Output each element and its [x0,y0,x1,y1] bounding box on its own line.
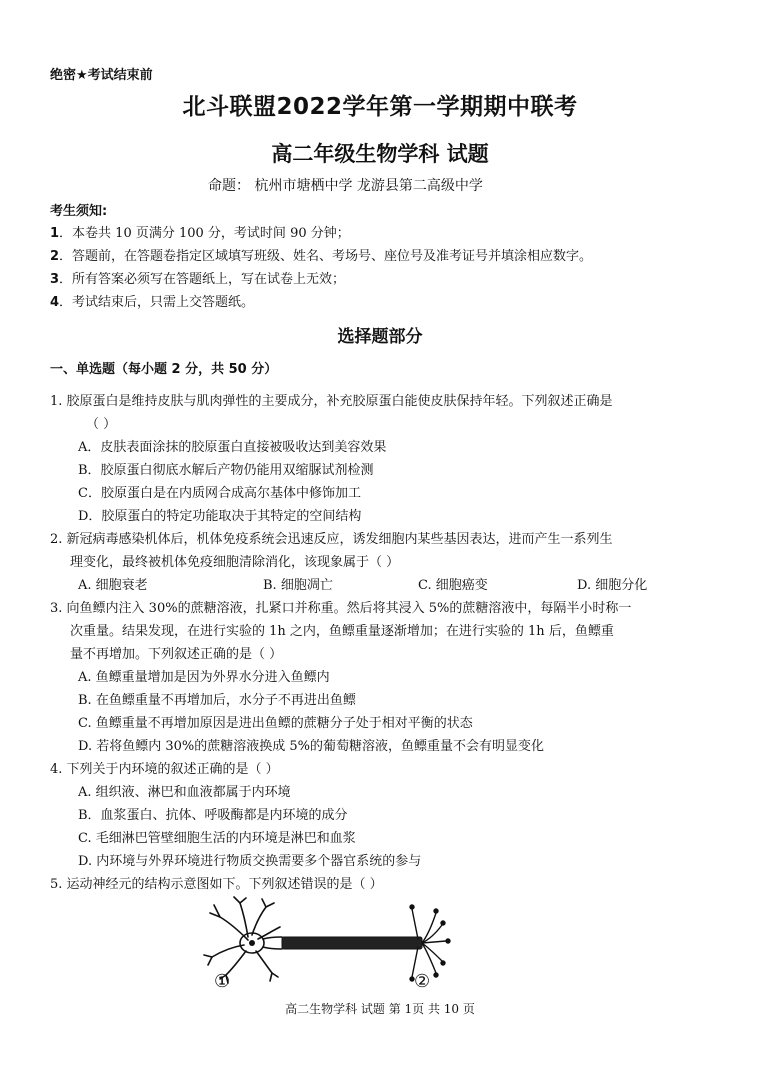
exam-subtitle: 高二年级生物学科 试题 [271,142,489,166]
question-1-option-b: B．胶原蛋白彻底水解后产物仍能用双缩脲试剂检测 [78,463,374,478]
question-2-stem-cont: 理变化，最终被机体免疫细胞清除消化，该现象属于（ ） [70,555,400,570]
part-title: 一、单选题（每小题 2 分，共 50 分） [50,362,278,377]
question-4-option-b: B．血浆蛋白、抗体、呼吸酶都是内环境的成分 [78,808,348,823]
question-3-option-d: D. 若将鱼鳔内 30%的蔗糖溶液换成 5%的葡萄糖溶液，鱼鳔重量不会有明显变化 [78,739,545,754]
question-1-stem: 1. 胶原蛋白是维持皮肤与肌肉弹性的主要成分，补充胶原蛋白能使皮肤保持年轻。下列叙述正确是 [50,394,613,409]
exam-authors: 命题： 杭州市塘栖中学 龙游县第二高级中学 [208,178,483,194]
question-1-option-a: A．皮肤表面涂抹的胶原蛋白直接被吸收达到美容效果 [78,440,387,455]
question-3-option-c: C. 鱼鳔重量不再增加原因是进出鱼鳔的蔗糖分子处于相对平衡的状态 [78,716,473,731]
question-2-option-b: B. 细胞凋亡 [263,578,333,593]
question-2-option-a: A. 细胞衰老 [78,578,148,593]
question-3-option-b: B. 在鱼鳔重量不再增加后，水分子不再进出鱼鳔 [78,693,356,708]
section-title: 选择题部分 [337,327,423,347]
question-3-stem-cont: 次重量。结果发现，在进行实验的 1h 之内，鱼鳔重量逐渐增加；在进行实验的 1h 后，鱼鳔重 [70,624,614,639]
question-1-option-d: D．胶原蛋白的特定功能取决于其特定的空间结构 [78,509,362,524]
label-1: ① [214,971,231,992]
notice-item: 3．所有答案必须写在答题纸上，写在试卷上无效； [50,272,346,287]
notice-heading: 考生须知: [50,204,108,219]
exam-title: 北斗联盟2022学年第一学期期中联考 [182,94,578,120]
question-3-option-a: A. 鱼鳔重量增加是因为外界水分进入鱼鳔内 [78,670,330,685]
notice-item: 4．考试结束后，只需上交答题纸。 [50,295,255,310]
notice-item: 2．答题前，在答题卷指定区域填写班级、姓名、考场号、座位号及准考证号并填涂相应数字。 [50,249,593,264]
neuron-diagram [200,895,460,999]
question-4-stem: 4. 下列关于内环境的叙述正确的是（ ） [50,762,279,777]
question-2-option-c: C. 细胞癌变 [418,578,488,593]
label-2: ② [414,971,431,992]
confidential-label: 绝密★考试结束前 [50,68,153,83]
question-1-stem-cont: （ ） [86,417,117,432]
question-3-stem-cont: 量不再增加。下列叙述正确的是（ ） [70,647,283,662]
question-4-option-c: C. 毛细淋巴管壁细胞生活的内环境是淋巴和血浆 [78,831,356,846]
question-1-option-c: C．胶原蛋白是在内质网合成高尔基体中修饰加工 [78,486,361,501]
question-3-stem: 3. 向鱼鳔内注入 30%的蔗糖溶液，扎紧口并称重。然后将其浸入 5%的蔗糖溶液中，每隔半小时称一 [50,601,632,616]
notice-item: 1．本卷共 10 页满分 100 分，考试时间 90 分钟； [50,226,350,241]
question-5-stem: 5. 运动神经元的结构示意图如下。下列叙述错误的是（ ） [50,877,383,892]
axon-myelin-sheath [282,937,422,949]
question-2-option-d: D. 细胞分化 [577,578,648,593]
question-2-stem: 2. 新冠病毒感染机体后，机体免疫系统会迅速反应，诱发细胞内某些基因表达，进而产生一系列生 [50,532,613,547]
question-4-option-a: A. 组织液、淋巴和血液都属于内环境 [78,785,291,800]
question-4-option-d: D. 内环境与外界环境进行物质交换需要多个器官系统的参与 [78,854,422,869]
page-footer: 高二生物学科 试题 第 1页 共 10 页 [285,1002,475,1016]
